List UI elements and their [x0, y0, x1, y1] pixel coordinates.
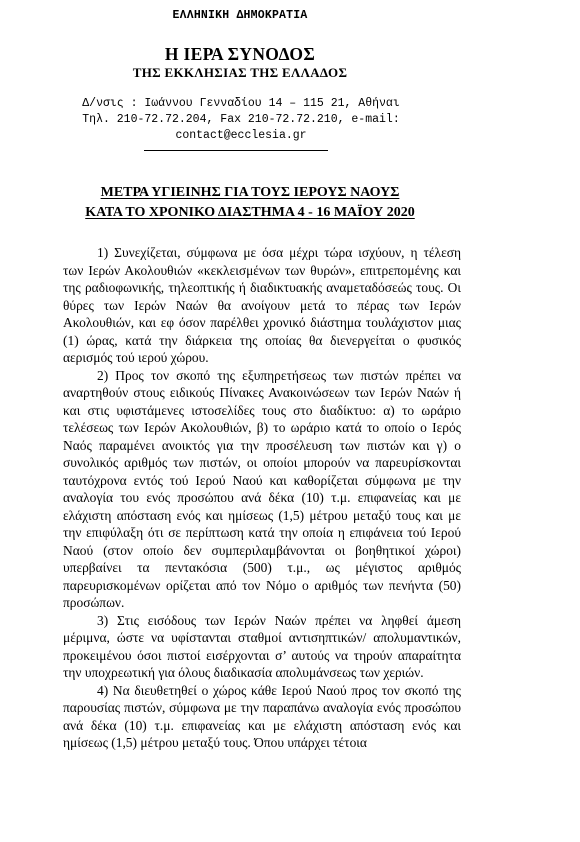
document-body: [63, 244, 461, 752]
paragraph-2: 2) Προς τον σκοπό της εξυπηρετήσεως των πιστών πρέπει να αναρτηθούν στους ειδικούς Πίνακες Ανακοινώσεων των Ιερών Ναών ή και στις υφιστάμενες ιστοσελίδες τους στο διαδίκτυο: α) το ωράριο τελέσεως των Ιερών Ακολουθιών, β) το ωράριο κατά το οποίο ο Ιερός Ναός παραμένει ανοικτός για την προσέλευση των πιστών και γ) ο συνολικός αριθμός των πιστών, οι οποίοι μπορούν να παρευρίσκονται ταυτόχρονα εντός τού Ιερού Ναού και καθορίζεται σύμφωνα με την αναλογία του ενός προσώπου ανά δέκα (10) τ.μ. επιφανείας και με ελάχιστη απόσταση ενός και ημίσεως (1,5) μέτρου μεταξύ τους και με την επιφύλαξη ότι σε περίπτωση κατά την οποία η επιφάνεια τού Ιερού Ναού (στον οποίο δεν συμπεριλαμβάνονται οι βοηθητικοί χώροι) υπερβαίνει τα πεντακόσια (500) τ.μ., ως μέγιστος αριθμός παρευρισκομένων ορίζεται από τον Νόμο ο αριθμός των πενήντα (50) προσώπων.: [63, 367, 461, 610]
title-line-2: ΚΑΤΑ ΤΟ ΧΡΟΝΙΚΟ ΔΙΑΣΤΗΜΑ 4 - 16 ΜΑΪΟΥ 2020: [85, 205, 415, 220]
paragraph-4: 4) Να διευθετηθεί ο χώρος κάθε Ιερού Ναού προς τον σκοπό της παρουσίας πιστών, σύμφωνα με την παραπάνω αναλογία ενός προσώπου ανά δέκα (10) τ.μ. επιφανείας και με ελάχιστη απόσταση ενός και ημίσεως (1,5) μέτρου μεταξύ τους. Όπου υπάρχει τέτοια: [63, 682, 461, 750]
header-divider: [144, 150, 328, 151]
paragraph-3: 3) Στις εισόδους των Ιερών Ναών πρέπει να ληφθεί άμεση μέριμνα, ώστε να υφίστανται σταθμοί αντισηπτικών/ απολυμαντικών, προκειμένου όσοι πιστοί εισέρχονται σ’ αυτούς να τηρούν απαραίτητα την υποχρεωτική για όλους διαδικασία απολυμάνσεως των χεριών.: [63, 612, 461, 680]
document-title: [0, 183, 500, 223]
contact-block: [36, 96, 446, 144]
title-line-1: ΜΕΤΡΑ ΥΓΙΕΙΝΗΣ ΓΙΑ ΤΟΥΣ ΙΕΡΟΥΣ ΝΑΟΥΣ: [100, 185, 400, 200]
synod-heading: Η ΙΕΡΑ ΣΥΝΟΔΟΣ: [164, 44, 316, 64]
republic-heading: ΕΛΛΗΝΙΚΗ ΔΗΜΟΚΡΑΤΙΑ: [172, 9, 308, 22]
address-line: Δ/νσις : Ιωάννου Γενναδίου 14 – 115 21, Αθήναι: [82, 97, 400, 110]
email-line: contact@ecclesia.gr: [175, 129, 307, 142]
church-heading: ΤΗΣ ΕΚΚΛΗΣΙΑΣ ΤΗΣ ΕΛΛΑΔΟΣ: [132, 65, 348, 80]
phone-fax-line: Τηλ. 210-72.72.204, Fax 210-72.72.210, e-mail:: [82, 113, 400, 126]
paragraph-1: 1) Συνεχίζεται, σύμφωνα με όσα μέχρι τώρα ισχύουν, η τέλεση των Ιερών Ακολουθιών «κεκλεισμένων των θυρών», επιτρεπομένης και της ραδιοφωνικής, τηλεοπτικής ή διαδικτυακής αναμεταδόσεώς τους. Οι θύρες των Ιερών Ναών θα ανοίγουν μετά το πέρας των Ιερών Ακολουθιών, και εφ όσον παρέλθει χρονικό διάστημα τουλάχιστον μιας (1) ώρας, κατά την διάρκεια της οποίας θα διενεργείται ο φυσικός αερισμός τού ιερού χώρου.: [63, 245, 461, 365]
